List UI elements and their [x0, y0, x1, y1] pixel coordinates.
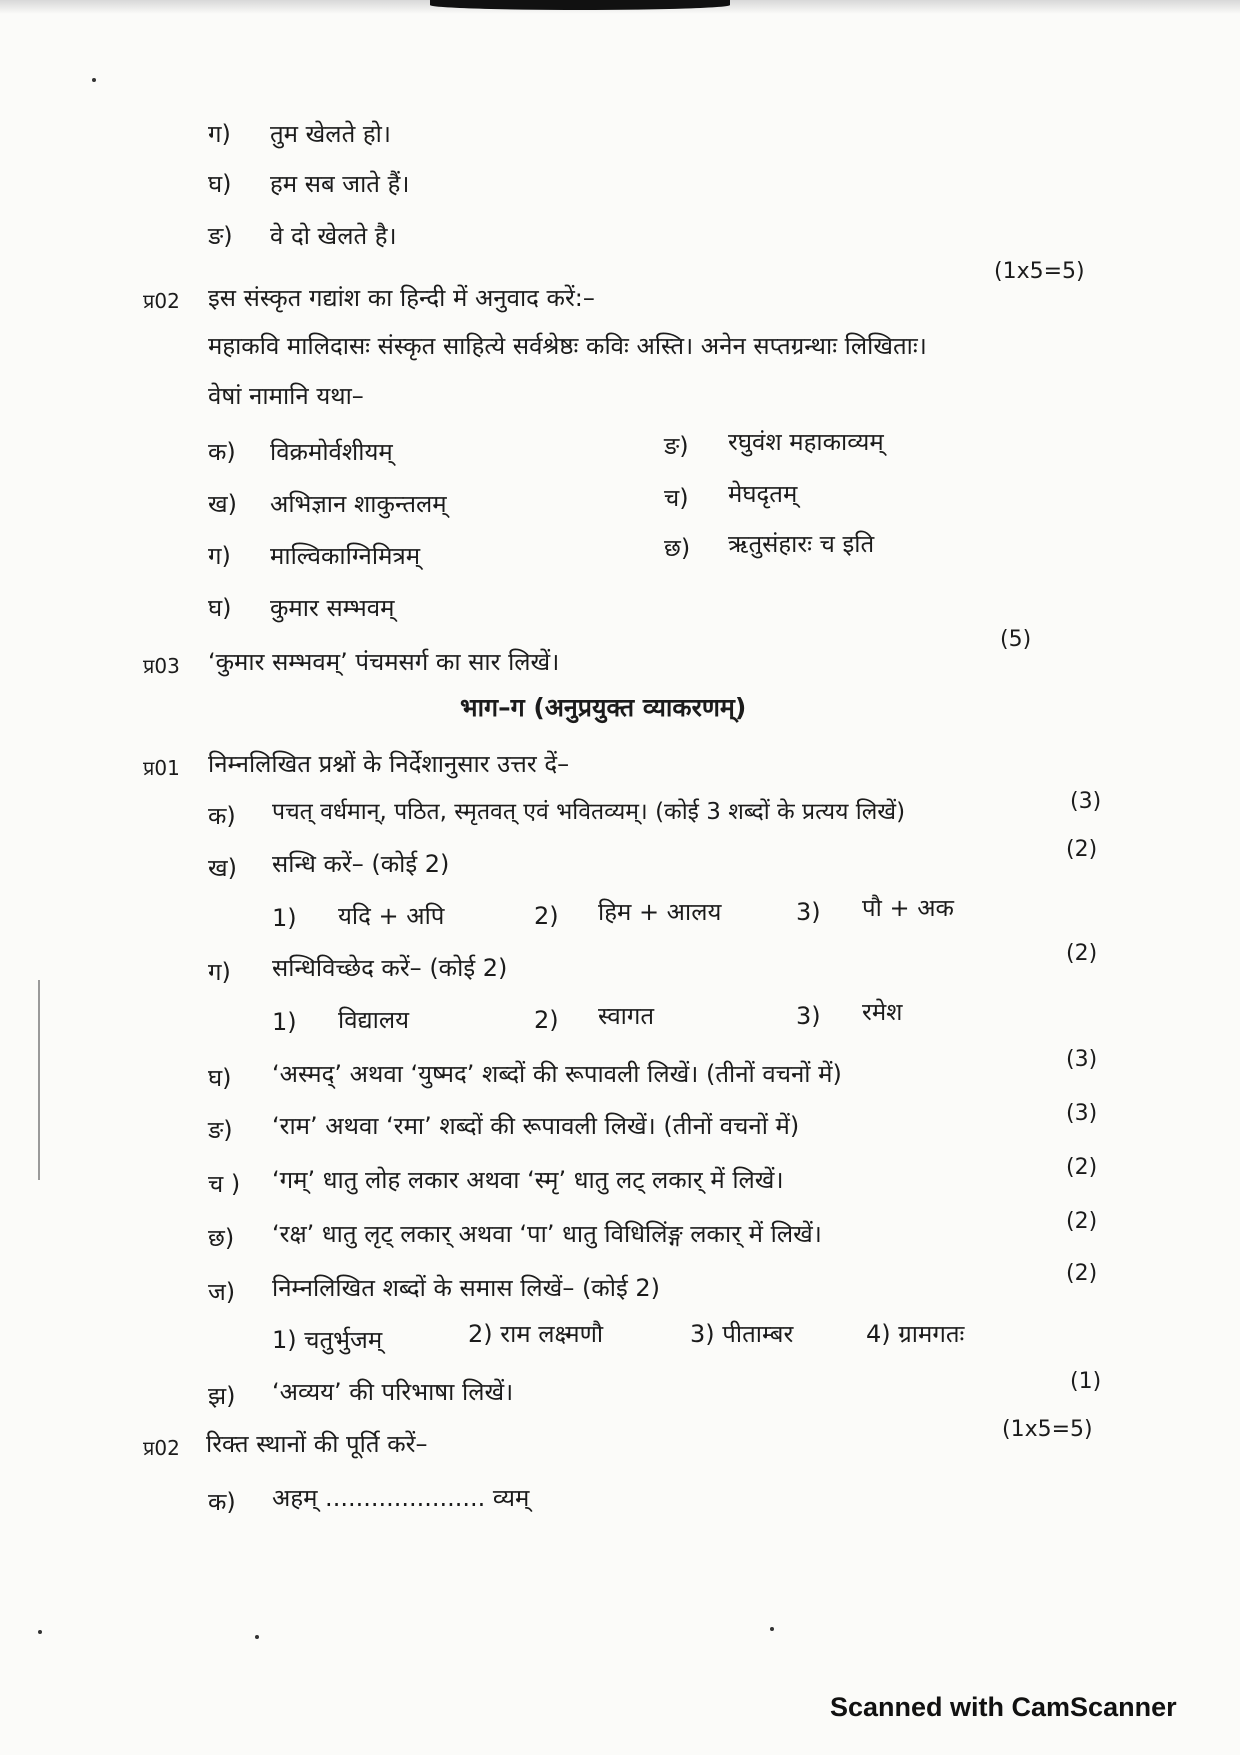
list-label: क)	[208, 438, 236, 466]
question-text: रिक्त स्थानों की पूर्ति करें–	[206, 1430, 428, 1458]
item-marks: (2)	[1066, 1261, 1098, 1286]
question-marks: (1x5=5)	[1002, 1417, 1093, 1442]
passage-line: महाकवि मालिदासः संस्कृत साहित्ये सर्वश्रेष्ठः कविः अस्ति। अनेन सप्तग्रन्थाः लिखिताः।	[208, 332, 927, 360]
list-text: कुमार सम्भवम्	[270, 594, 395, 622]
item-label: क)	[208, 1488, 236, 1516]
scan-margin-line	[38, 980, 40, 1180]
list-label: घ)	[208, 594, 232, 622]
passage-line: वेषां नामानि यथा–	[208, 382, 364, 410]
question-number: प्र02	[143, 1436, 180, 1460]
list-text: मेघदृतम्	[728, 480, 798, 508]
item-label: छ)	[208, 1224, 235, 1252]
question-number: प्र01	[143, 756, 180, 780]
item-text: ‘गम्’ धातु लोह लकार अथवा ‘स्मृ’ धातु लट् लकार् में लिखें।	[272, 1166, 784, 1194]
list-text: ऋतुसंहारः च इति	[728, 530, 875, 558]
option-number: 1)	[272, 904, 297, 932]
item-marks: (2)	[1066, 1209, 1098, 1234]
question-number: प्र03	[143, 654, 180, 678]
scan-speck	[92, 78, 96, 82]
item-text: अहम् ..................... व्यम्	[272, 1484, 530, 1512]
scan-speck	[770, 1627, 774, 1631]
samas-option: 1) चतुर्भुजम्	[272, 1326, 383, 1354]
item-label: च )	[208, 1170, 241, 1198]
item-marks: (2)	[1066, 837, 1098, 862]
item-text: सन्धिविच्छेद करें– (कोई 2)	[272, 954, 508, 982]
item-text: ‘रक्ष’ धातु लृट् लकार् अथवा ‘पा’ धातु विधिलिंङ्ग लकार् में लिखें।	[272, 1220, 822, 1248]
item-label: क)	[208, 802, 236, 830]
list-label: ङ)	[664, 432, 689, 460]
item-marks: (3)	[1070, 789, 1102, 814]
option-text: विद्यालय	[338, 1006, 410, 1034]
item-text: ‘राम’ अथवा ‘रमा’ शब्दों की रूपावली लिखें। (तीनों वचनों में)	[272, 1112, 800, 1140]
item-text: तुम खेलते हो।	[270, 120, 391, 148]
section-heading: भाग–ग (अनुप्रयुक्त व्याकरणम्)	[460, 693, 747, 722]
option-text: यदि + अपि	[338, 902, 445, 930]
item-text: पचत् वर्धमान्, पठित, स्मृतवत् एवं भवितव्यम्। (कोई 3 शब्दों के प्रत्यय लिखें)	[272, 799, 906, 825]
camscanner-watermark: Scanned with CamScanner	[830, 1692, 1177, 1722]
scan-speck	[255, 1635, 259, 1639]
item-label: घ)	[208, 1064, 232, 1092]
item-text: हम सब जाते हैं।	[270, 170, 410, 198]
question-text: ‘कुमार सम्भवम्’ पंचमसर्ग का सार लिखें।	[208, 648, 560, 676]
option-number: 1)	[272, 1008, 297, 1036]
item-label: ङ)	[208, 1116, 233, 1144]
item-text: ‘अस्मद्’ अथवा ‘युष्मद’ शब्दों की रूपावली लिखें। (तीनों वचनों में)	[272, 1060, 842, 1088]
question-marks: (5)	[1000, 627, 1032, 652]
item-text: ‘अव्यय’ की परिभाषा लिखें।	[272, 1378, 514, 1406]
list-text: विक्रमोर्वशीयम्	[270, 438, 393, 466]
option-number: 3)	[796, 898, 821, 926]
list-label: छ)	[664, 534, 691, 562]
list-label: च)	[664, 484, 689, 512]
option-text: हिम + आलय	[598, 898, 722, 926]
list-text: माल्विकाग्निमित्रम्	[270, 542, 421, 570]
option-number: 2)	[534, 902, 559, 930]
item-label: ग)	[208, 958, 231, 986]
item-marks: (2)	[1066, 1155, 1098, 1180]
item-text: निम्नलिखित शब्दों के समास लिखें– (कोई 2)	[272, 1274, 661, 1302]
scan-top-smudge	[430, 0, 730, 10]
scan-speck	[38, 1630, 42, 1634]
item-label: झ)	[208, 1382, 236, 1410]
question-marks: (1x5=5)	[994, 259, 1085, 284]
list-label: ग)	[208, 542, 231, 570]
list-label: ख)	[208, 490, 237, 518]
list-text: अभिज्ञान शाकुन्तलम्	[270, 490, 447, 518]
option-text: रमेश	[862, 998, 903, 1026]
question-number: प्र02	[143, 289, 180, 313]
item-marks: (3)	[1066, 1101, 1098, 1126]
item-text: वे दो खेलते है।	[270, 222, 397, 250]
item-marks: (1)	[1070, 1369, 1102, 1394]
option-number: 3)	[796, 1002, 821, 1030]
item-label: ङ)	[208, 222, 233, 250]
item-label: ख)	[208, 854, 237, 882]
item-text: सन्धि करें– (कोई 2)	[272, 850, 450, 878]
question-text: इस संस्कृत गद्यांश का हिन्दी में अनुवाद करें:–	[208, 284, 595, 312]
item-marks: (3)	[1066, 1047, 1098, 1072]
option-text: स्वागत	[598, 1002, 655, 1030]
item-label: ज)	[208, 1278, 236, 1306]
question-text: निम्नलिखित प्रश्नों के निर्देशानुसार उत्तर दें–	[208, 750, 570, 778]
item-label: ग)	[208, 120, 231, 148]
samas-option: 4) ग्रामगतः	[866, 1320, 965, 1348]
samas-option: 3) पीताम्बर	[690, 1320, 794, 1348]
option-text: पौ + अक	[862, 894, 954, 922]
samas-option: 2) राम लक्ष्मणौ	[468, 1320, 604, 1348]
item-label: घ)	[208, 170, 232, 198]
list-text: रघुवंश महाकाव्यम्	[728, 428, 884, 456]
option-number: 2)	[534, 1006, 559, 1034]
item-marks: (2)	[1066, 941, 1098, 966]
